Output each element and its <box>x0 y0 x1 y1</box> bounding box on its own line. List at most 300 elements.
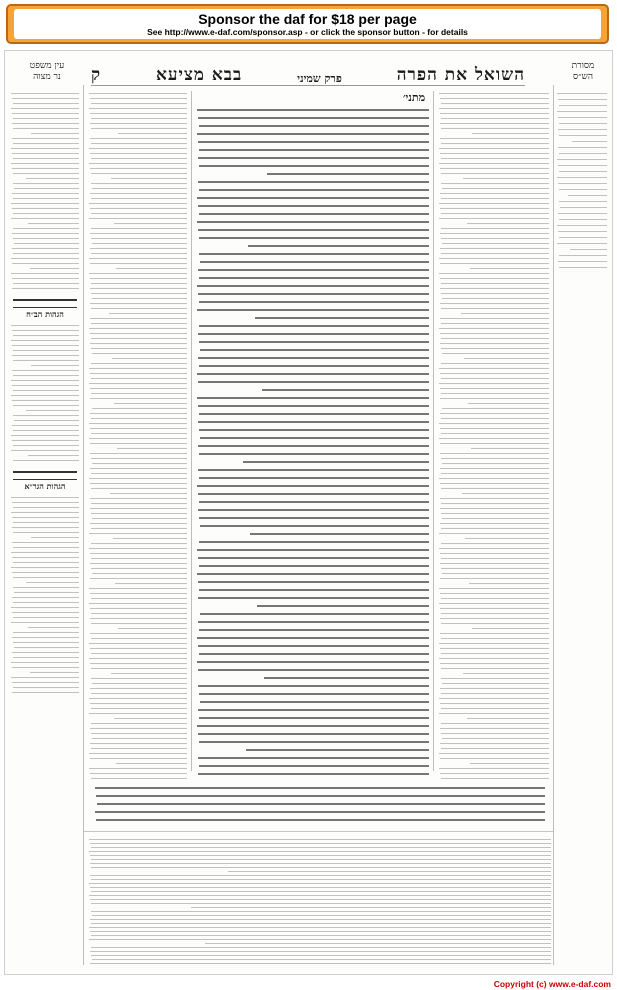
text-line <box>13 183 80 184</box>
text-line <box>111 178 187 179</box>
text-line <box>440 443 549 444</box>
text-line <box>440 428 549 429</box>
left-margin-rule <box>83 85 84 965</box>
text-line <box>111 673 187 674</box>
text-line <box>89 328 187 329</box>
text-line <box>92 188 188 189</box>
text-line <box>90 413 187 414</box>
text-line <box>90 123 188 124</box>
text-line <box>558 147 607 148</box>
text-line <box>441 158 549 159</box>
text-line <box>440 618 550 619</box>
text-line <box>90 98 187 99</box>
text-line <box>441 198 549 199</box>
text-line <box>441 623 550 624</box>
text-line <box>558 117 607 118</box>
text-line <box>198 621 429 623</box>
text-line <box>116 763 187 764</box>
text-line <box>198 685 430 687</box>
text-line <box>13 405 79 406</box>
text-line <box>558 213 607 214</box>
gemara-main-text <box>197 91 429 781</box>
text-line <box>11 258 79 259</box>
text-line <box>199 653 429 655</box>
text-line <box>13 460 79 461</box>
text-line <box>91 623 188 624</box>
text-line <box>198 181 429 183</box>
text-line <box>89 895 551 896</box>
tosafot-rule <box>191 91 192 771</box>
text-line <box>440 498 549 499</box>
text-line <box>558 165 607 166</box>
text-line <box>12 113 79 114</box>
text-line <box>463 673 549 674</box>
text-line <box>440 483 549 484</box>
text-line <box>198 709 429 711</box>
text-line <box>89 658 187 659</box>
text-line <box>12 355 80 356</box>
text-line <box>440 593 549 594</box>
text-line <box>112 358 187 359</box>
text-line <box>12 193 79 194</box>
text-line <box>559 201 608 202</box>
text-line <box>90 563 188 564</box>
text-line <box>558 99 607 100</box>
text-line <box>91 891 551 892</box>
text-line <box>440 248 549 249</box>
text-line <box>441 598 549 599</box>
text-line <box>91 433 187 434</box>
text-line <box>440 193 549 194</box>
text-line <box>440 303 549 304</box>
text-line <box>12 370 79 371</box>
text-line <box>198 645 429 647</box>
text-line <box>440 398 550 399</box>
text-line <box>91 348 188 349</box>
text-line <box>90 593 187 594</box>
text-line <box>440 508 550 509</box>
text-line <box>89 839 551 840</box>
mesoret-notes <box>557 91 607 271</box>
text-line <box>89 753 187 754</box>
text-line <box>441 613 549 614</box>
text-line <box>90 688 187 689</box>
text-line <box>11 450 79 451</box>
text-line <box>440 743 549 744</box>
text-line <box>441 143 549 144</box>
text-line <box>12 263 79 264</box>
text-line <box>441 128 550 129</box>
text-line <box>199 565 429 567</box>
text-line <box>257 605 429 607</box>
text-line <box>11 148 79 149</box>
text-line <box>439 203 549 204</box>
text-line <box>440 523 549 524</box>
text-line <box>91 947 551 948</box>
text-line <box>442 188 550 189</box>
text-line <box>13 445 79 446</box>
text-line <box>89 713 187 714</box>
text-line <box>461 313 549 314</box>
text-line <box>91 778 187 779</box>
text-line <box>13 103 79 104</box>
text-line <box>440 233 550 234</box>
text-line <box>200 349 430 351</box>
text-line <box>197 485 429 487</box>
text-line <box>198 581 429 583</box>
text-line <box>199 149 429 151</box>
text-line <box>90 233 188 234</box>
copyright-notice: Copyright (c) www.e-daf.com <box>493 979 611 989</box>
text-line <box>91 923 551 924</box>
text-line <box>12 153 79 154</box>
text-line <box>441 393 549 394</box>
text-line <box>90 508 188 509</box>
text-line <box>440 758 549 759</box>
text-line <box>197 109 429 111</box>
ein-mishpat-text <box>11 91 79 291</box>
text-line <box>439 698 549 699</box>
text-line <box>191 907 551 908</box>
text-line <box>91 253 187 254</box>
text-line <box>439 108 549 109</box>
text-line <box>91 308 187 309</box>
text-line <box>12 400 79 401</box>
text-line <box>442 683 550 684</box>
text-line <box>12 138 79 139</box>
text-line <box>440 113 549 114</box>
sponsor-subtitle: See http://www.e-daf.com/sponsor.asp - or click the sponsor button - for details <box>147 26 468 37</box>
text-line <box>13 617 79 618</box>
text-line <box>198 205 429 207</box>
ornament-divider <box>13 299 77 308</box>
ornament-divider-2 <box>13 471 77 480</box>
text-line <box>441 283 549 284</box>
text-line <box>92 683 188 684</box>
text-line <box>13 118 79 119</box>
text-line <box>572 141 607 142</box>
text-line <box>470 268 549 269</box>
text-line <box>441 708 549 709</box>
text-line <box>12 667 79 668</box>
text-line <box>441 253 549 254</box>
text-line <box>442 408 550 409</box>
text-line <box>439 588 549 589</box>
header-page-number: ק <box>91 65 102 85</box>
text-line <box>91 363 187 364</box>
text-line <box>441 723 549 724</box>
text-line <box>12 168 79 169</box>
text-line <box>11 435 79 436</box>
text-line <box>11 552 79 553</box>
text-line <box>199 125 429 127</box>
text-line <box>13 632 79 633</box>
text-line <box>90 153 187 154</box>
text-line <box>13 213 79 214</box>
text-line <box>198 229 429 231</box>
text-line <box>12 692 80 693</box>
text-line <box>11 163 79 164</box>
text-line <box>439 643 549 644</box>
text-line <box>90 388 187 389</box>
text-line <box>199 165 430 167</box>
text-line <box>440 333 549 334</box>
text-line <box>228 871 551 872</box>
text-line <box>472 628 549 629</box>
text-line <box>91 558 187 559</box>
text-line <box>197 725 429 727</box>
text-line <box>90 443 187 444</box>
text-line <box>13 687 79 688</box>
text-line <box>441 473 549 474</box>
sponsor-banner[interactable] <box>6 4 609 44</box>
text-line <box>441 733 550 734</box>
text-line <box>31 133 79 134</box>
text-line <box>467 223 550 224</box>
text-line <box>14 647 80 648</box>
text-line <box>91 935 551 936</box>
text-line <box>440 288 550 289</box>
text-line <box>465 538 549 539</box>
text-line <box>199 253 430 255</box>
text-line <box>11 340 79 341</box>
text-line <box>441 418 549 419</box>
text-line <box>440 343 550 344</box>
text-line <box>91 867 552 868</box>
text-line <box>248 245 429 247</box>
text-line <box>113 538 187 539</box>
text-line <box>199 501 429 503</box>
mishna-heading: מתני׳ <box>402 91 426 104</box>
text-line <box>28 627 79 628</box>
text-line <box>441 228 549 229</box>
text-line <box>440 773 549 774</box>
text-line <box>440 648 549 649</box>
text-line <box>11 662 79 663</box>
text-line <box>442 463 550 464</box>
text-line <box>92 915 552 916</box>
text-line <box>90 288 188 289</box>
text-line <box>92 408 188 409</box>
text-line <box>440 123 550 124</box>
text-line <box>91 473 187 474</box>
text-line <box>91 198 187 199</box>
text-line <box>89 927 551 928</box>
text-line <box>441 213 549 214</box>
text-line <box>440 553 549 554</box>
text-line <box>439 328 549 329</box>
text-line <box>197 549 429 551</box>
text-line <box>90 248 187 249</box>
text-line <box>90 398 188 399</box>
text-line <box>198 117 429 119</box>
text-line <box>12 502 79 503</box>
text-line <box>199 237 429 239</box>
text-line <box>91 708 187 709</box>
text-line <box>90 663 187 664</box>
text-line <box>199 741 429 743</box>
text-line <box>13 602 79 603</box>
text-line <box>198 597 430 599</box>
text-line <box>557 243 607 244</box>
text-line <box>200 437 430 439</box>
text-line <box>441 323 549 324</box>
text-line <box>90 263 187 264</box>
text-line <box>197 197 429 199</box>
text-line <box>90 773 187 774</box>
text-line <box>467 718 550 719</box>
text-line <box>26 582 79 583</box>
text-line <box>439 218 549 219</box>
text-line <box>441 638 549 639</box>
text-line <box>199 477 429 479</box>
text-line <box>12 233 80 234</box>
text-line <box>441 378 549 379</box>
text-line <box>440 208 549 209</box>
text-line <box>90 633 187 634</box>
text-line <box>441 503 549 504</box>
text-line <box>198 381 429 383</box>
text-line <box>28 223 79 224</box>
text-line <box>441 678 550 679</box>
text-line <box>468 403 549 404</box>
text-line <box>14 420 80 421</box>
text-line <box>198 493 429 495</box>
text-line <box>91 879 551 880</box>
text-line <box>91 323 187 324</box>
text-line <box>13 238 80 239</box>
text-line <box>441 778 549 779</box>
text-line <box>91 859 551 860</box>
text-line <box>439 603 549 604</box>
text-line <box>197 221 429 223</box>
text-line <box>262 389 429 391</box>
text-line <box>91 903 551 904</box>
text-line <box>11 497 79 498</box>
text-line <box>558 129 608 130</box>
text-line <box>441 748 549 749</box>
text-line <box>11 395 79 396</box>
text-line <box>91 183 188 184</box>
text-line <box>560 207 608 208</box>
text-line <box>198 445 429 447</box>
text-line <box>91 653 187 654</box>
text-line <box>89 218 187 219</box>
text-line <box>91 723 187 724</box>
text-line <box>199 429 430 431</box>
text-line <box>11 512 79 513</box>
text-line <box>11 677 79 678</box>
text-line <box>12 248 79 249</box>
text-line <box>198 421 430 423</box>
text-line <box>13 547 79 548</box>
text-line <box>90 453 188 454</box>
text-line <box>13 350 79 351</box>
text-line <box>92 298 188 299</box>
text-line <box>12 612 79 613</box>
text-line <box>439 753 549 754</box>
text-line <box>441 338 549 339</box>
ein-mishpat-label: עין משפט נר מצוה <box>29 61 65 82</box>
hagahot-gra-text <box>11 495 79 695</box>
text-line <box>12 278 79 279</box>
text-line <box>89 698 187 699</box>
text-line <box>441 363 549 364</box>
text-line <box>11 108 79 109</box>
text-line <box>89 883 551 884</box>
text-line <box>557 225 607 226</box>
text-line <box>439 423 549 424</box>
text-line <box>91 293 188 294</box>
text-line <box>91 543 187 544</box>
text-line <box>90 343 188 344</box>
text-line <box>91 668 187 669</box>
text-line <box>243 461 429 463</box>
text-line <box>255 317 429 319</box>
text-line <box>14 188 80 189</box>
text-line <box>12 557 79 558</box>
text-line <box>13 173 79 174</box>
text-line <box>439 93 549 94</box>
text-line <box>199 717 429 719</box>
text-line <box>91 458 188 459</box>
text-line <box>439 768 549 769</box>
text-line <box>199 629 429 631</box>
right-margin-rule <box>553 85 554 965</box>
text-line <box>200 701 430 703</box>
text-line <box>558 261 608 262</box>
text-line <box>199 189 429 191</box>
text-line <box>89 368 187 369</box>
text-line <box>89 851 551 852</box>
text-line <box>559 105 607 106</box>
text-line <box>12 542 79 543</box>
text-line <box>90 618 188 619</box>
text-line <box>559 237 607 238</box>
text-line <box>90 899 551 900</box>
text-line <box>559 153 607 154</box>
text-line <box>12 682 79 683</box>
text-line <box>92 959 552 960</box>
text-line <box>89 383 187 384</box>
text-line <box>440 453 550 454</box>
hagahot-bach-title: הגהות הב״ח <box>26 309 64 319</box>
text-line <box>91 488 187 489</box>
text-line <box>197 285 429 287</box>
text-line <box>12 123 80 124</box>
hagahot-gra-title: הגהות הגר״א <box>24 481 66 491</box>
text-line <box>442 573 550 574</box>
text-line <box>92 738 188 739</box>
text-line <box>92 353 188 354</box>
text-line <box>12 527 80 528</box>
text-line <box>90 498 187 499</box>
bottom-section-rule <box>83 831 553 832</box>
text-line <box>91 238 188 239</box>
text-line <box>440 413 549 414</box>
text-line <box>89 548 187 549</box>
text-line <box>441 543 549 544</box>
text-line <box>570 249 608 250</box>
header-chapter-start: השואל את הפרה <box>396 65 525 85</box>
text-line <box>440 98 549 99</box>
text-line <box>472 133 549 134</box>
text-line <box>13 128 80 129</box>
rashi-rule <box>433 91 434 771</box>
text-line <box>91 503 187 504</box>
text-line <box>91 378 187 379</box>
text-line <box>91 638 187 639</box>
